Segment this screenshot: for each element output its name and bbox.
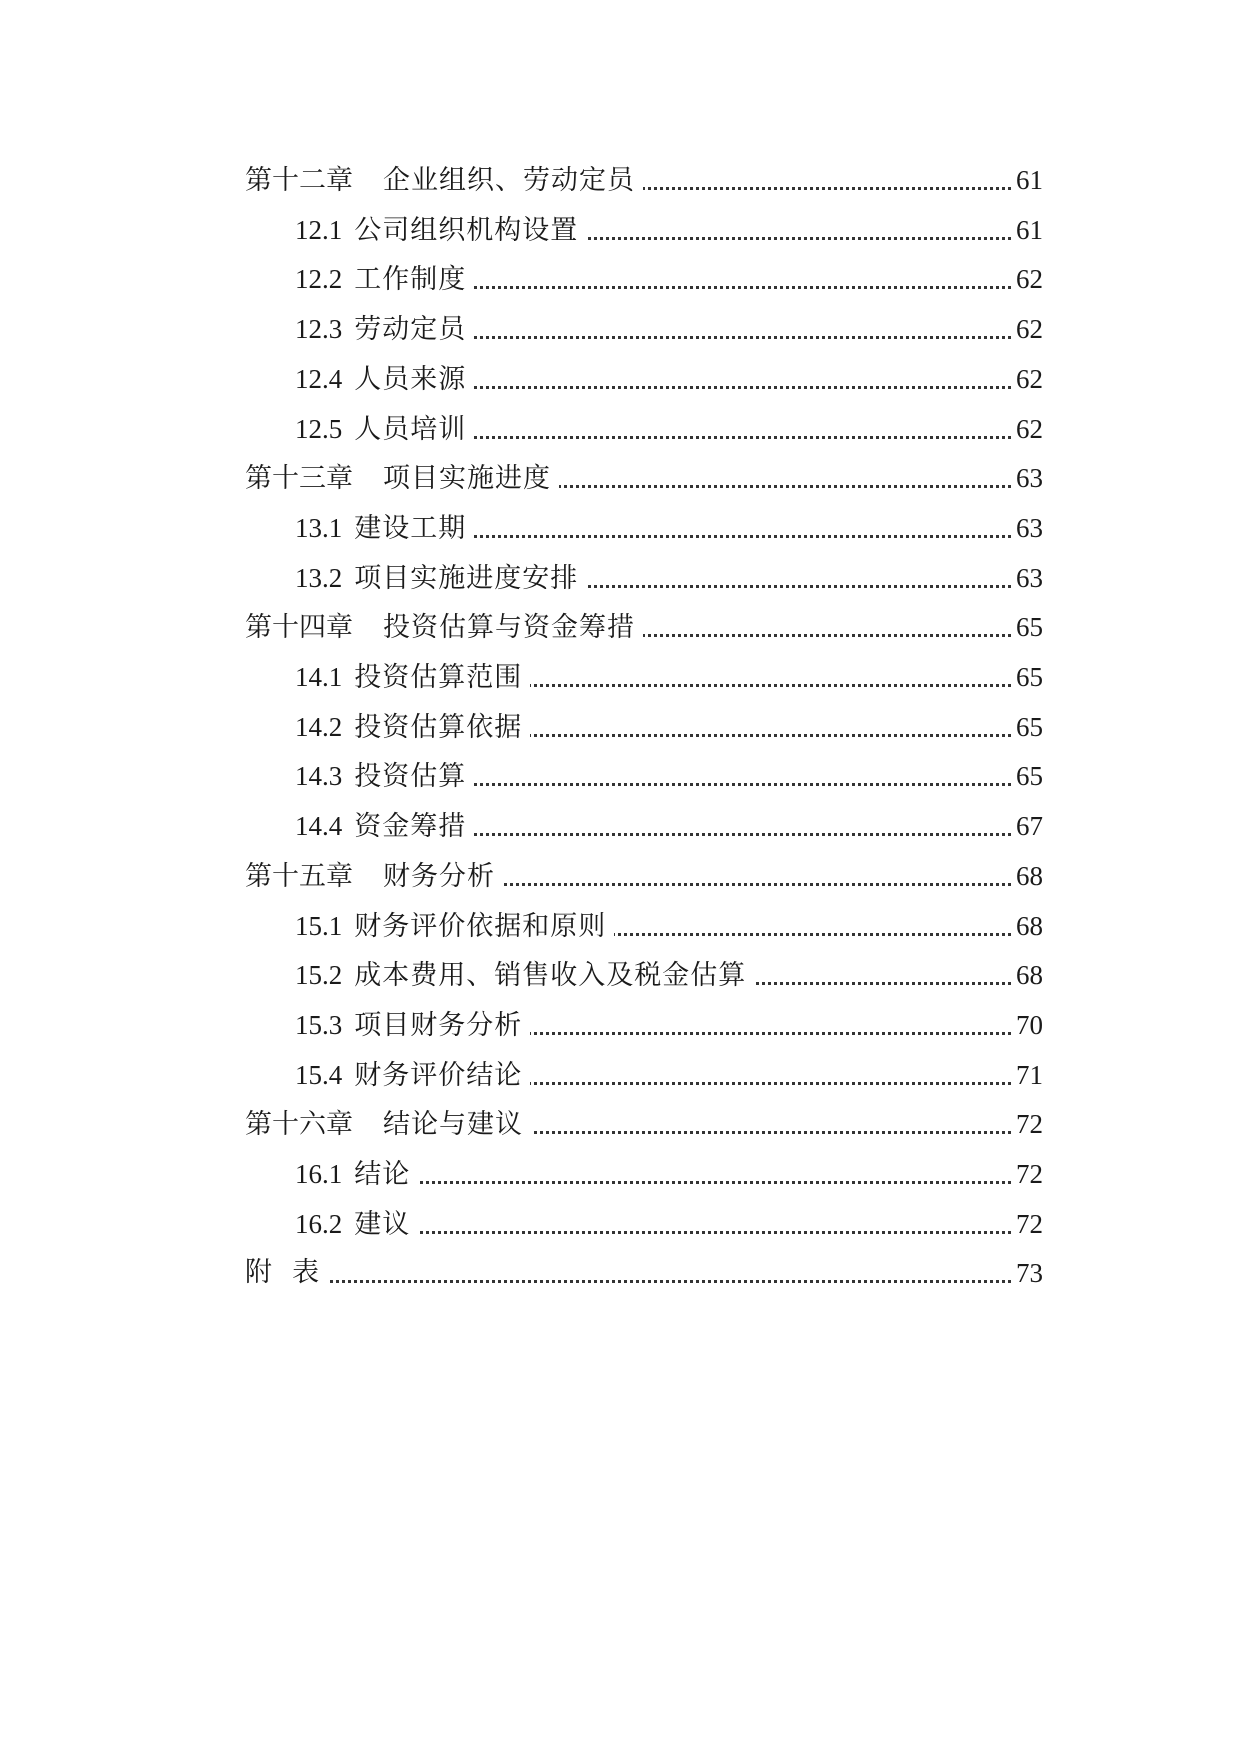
toc-entry-text: 投资估算依据 bbox=[354, 711, 523, 743]
toc-entry-number: 第十二章 bbox=[245, 165, 353, 195]
toc-section-entry[interactable] bbox=[0, 753, 1241, 799]
toc-entry-number: 14.4 bbox=[295, 811, 343, 842]
toc-page-number: 65 bbox=[1014, 753, 1043, 799]
toc-entry-number: 15.1 bbox=[295, 910, 343, 941]
toc-page-number: 68 bbox=[1014, 952, 1043, 998]
toc-page-number: 67 bbox=[1014, 803, 1043, 849]
toc-entry-title bbox=[245, 853, 503, 900]
toc-entry-title bbox=[295, 903, 614, 950]
toc-entry-number: 12.1 bbox=[295, 214, 343, 245]
toc-page-number: 62 bbox=[1014, 356, 1043, 402]
toc-entry-title bbox=[295, 803, 474, 850]
toc-entry-text: 建设工期 bbox=[354, 512, 467, 544]
toc-entry-number: 15.2 bbox=[295, 960, 343, 991]
toc-entry-title bbox=[245, 157, 643, 204]
toc-entry-text: 投资估算与资金筹措 bbox=[383, 612, 635, 644]
toc-page-number: 65 bbox=[1014, 604, 1043, 650]
toc-section-entry[interactable] bbox=[0, 1201, 1241, 1247]
toc-section-entry[interactable] bbox=[0, 654, 1241, 700]
toc-entry-number: 13.1 bbox=[295, 512, 343, 543]
toc-entry-text: 财务评价依据和原则 bbox=[354, 910, 607, 942]
toc-entry-number: 12.5 bbox=[295, 413, 343, 444]
toc-entry-text: 项目实施进度 bbox=[383, 463, 551, 495]
toc-entry-number: 14.2 bbox=[295, 711, 343, 742]
toc-entry-number: 15.4 bbox=[295, 1059, 343, 1090]
toc-section-entry[interactable] bbox=[0, 903, 1241, 949]
toc-entry-text: 企业组织、劳动定员 bbox=[383, 165, 635, 196]
toc-section-entry[interactable] bbox=[0, 1052, 1241, 1098]
toc-entry-text: 财务评价结论 bbox=[354, 1059, 523, 1091]
toc-entry-title bbox=[295, 306, 474, 353]
toc-entry-title bbox=[295, 505, 474, 552]
toc-entry-number: 第十六章 bbox=[245, 1109, 353, 1140]
toc-entry-number: 14.3 bbox=[295, 761, 343, 792]
toc-section-entry[interactable] bbox=[0, 207, 1241, 253]
toc-entry-text: 附 表 bbox=[245, 1257, 321, 1289]
toc-entry-number: 13.2 bbox=[295, 562, 343, 593]
toc-chapter-entry[interactable] bbox=[0, 157, 1241, 203]
toc-entry-number: 第十四章 bbox=[245, 612, 353, 643]
toc-entry-number: 14.1 bbox=[295, 662, 343, 692]
toc-page-number: 65 bbox=[1014, 704, 1043, 750]
toc-section-entry[interactable] bbox=[0, 803, 1241, 849]
toc-section-entry[interactable] bbox=[0, 1002, 1241, 1048]
toc-page-number: 72 bbox=[1014, 1101, 1043, 1147]
toc-entry-number: 12.3 bbox=[295, 314, 343, 345]
toc-entry-text: 建议 bbox=[354, 1208, 411, 1240]
toc-entry-text: 成本费用、销售收入及税金估算 bbox=[354, 960, 747, 992]
toc-entry-number: 15.3 bbox=[295, 1009, 343, 1040]
toc-section-entry[interactable] bbox=[0, 704, 1241, 750]
toc-entry-title bbox=[295, 704, 530, 751]
toc-page-number: 68 bbox=[1014, 903, 1043, 949]
toc-entry-title bbox=[295, 654, 530, 701]
toc-section-entry[interactable] bbox=[0, 505, 1241, 551]
toc-chapter-entry[interactable] bbox=[0, 1250, 1241, 1296]
toc-page-number: 71 bbox=[1014, 1052, 1043, 1098]
toc-entry-text: 公司组织机构设置 bbox=[354, 214, 579, 246]
toc-entry-title bbox=[245, 604, 643, 651]
toc-entry-number: 16.2 bbox=[295, 1208, 343, 1239]
toc-section-entry[interactable] bbox=[0, 306, 1241, 352]
toc-page-number: 68 bbox=[1014, 853, 1043, 899]
toc-section-entry[interactable] bbox=[0, 356, 1241, 402]
toc-section-entry[interactable] bbox=[0, 555, 1241, 601]
toc-entry-title bbox=[295, 207, 586, 254]
toc-page-number: 70 bbox=[1014, 1002, 1043, 1048]
toc-entry-text: 结论与建议 bbox=[383, 1109, 523, 1141]
toc-chapter-entry[interactable] bbox=[0, 604, 1241, 650]
toc-entry-title bbox=[295, 1002, 530, 1049]
toc-entry-title bbox=[295, 256, 474, 303]
toc-chapter-entry[interactable] bbox=[0, 853, 1241, 899]
toc-entry-title bbox=[245, 1250, 328, 1296]
toc-chapter-entry[interactable] bbox=[0, 1101, 1241, 1147]
toc-section-entry[interactable] bbox=[0, 952, 1241, 998]
toc-entry-title bbox=[295, 555, 586, 602]
toc-entry-title bbox=[245, 455, 559, 502]
toc-entry-text: 人员来源 bbox=[354, 363, 467, 395]
toc-page-number: 72 bbox=[1014, 1201, 1043, 1247]
toc-page-number: 63 bbox=[1014, 455, 1043, 501]
toc-entry-number: 16.1 bbox=[295, 1159, 343, 1189]
toc-page-number: 72 bbox=[1014, 1151, 1043, 1197]
toc-entry-text: 资金筹措 bbox=[354, 811, 467, 843]
toc-page-number: 65 bbox=[1014, 654, 1043, 700]
toc-entry-number: 12.2 bbox=[295, 264, 343, 295]
toc-page-number: 63 bbox=[1014, 505, 1043, 551]
toc-entry-title bbox=[295, 753, 474, 800]
toc-chapter-entry[interactable] bbox=[0, 455, 1241, 501]
toc-page-number: 61 bbox=[1014, 157, 1043, 203]
toc-entry-number: 12.4 bbox=[295, 363, 343, 394]
toc-section-entry[interactable] bbox=[0, 256, 1241, 302]
toc-page-number: 73 bbox=[1014, 1250, 1043, 1296]
toc-section-entry[interactable] bbox=[0, 406, 1241, 452]
toc-entry-number: 第十五章 bbox=[245, 860, 353, 891]
toc-entry-title bbox=[295, 356, 474, 403]
toc-entry-text: 人员培训 bbox=[354, 413, 467, 445]
toc-page-number: 63 bbox=[1014, 555, 1043, 601]
toc-entry-text: 投资估算 bbox=[354, 761, 467, 793]
toc-section-entry[interactable] bbox=[0, 1151, 1241, 1197]
toc-dot-leader bbox=[245, 1280, 1041, 1283]
toc-entry-text: 投资估算范围 bbox=[354, 662, 523, 693]
toc-entry-text: 财务分析 bbox=[383, 860, 495, 892]
toc-entry-title bbox=[295, 1151, 418, 1198]
toc-entry-text: 项目财务分析 bbox=[354, 1009, 523, 1041]
toc-page-number: 61 bbox=[1014, 207, 1043, 253]
toc-entry-number: 第十三章 bbox=[245, 463, 353, 494]
toc-entry-text: 项目实施进度安排 bbox=[354, 562, 579, 594]
toc-entry-title bbox=[295, 1052, 530, 1099]
toc-entry-title bbox=[295, 1201, 418, 1248]
toc-entry-title bbox=[295, 952, 754, 999]
toc-page-number: 62 bbox=[1014, 256, 1043, 302]
toc-entry-title bbox=[245, 1101, 531, 1148]
toc-entry-text: 工作制度 bbox=[354, 264, 467, 296]
toc-page-number: 62 bbox=[1014, 306, 1043, 352]
toc-entry-text: 劳动定员 bbox=[354, 314, 467, 346]
toc-page-number: 62 bbox=[1014, 406, 1043, 452]
toc-entry-text: 结论 bbox=[354, 1159, 411, 1190]
toc-entry-title bbox=[295, 406, 474, 453]
